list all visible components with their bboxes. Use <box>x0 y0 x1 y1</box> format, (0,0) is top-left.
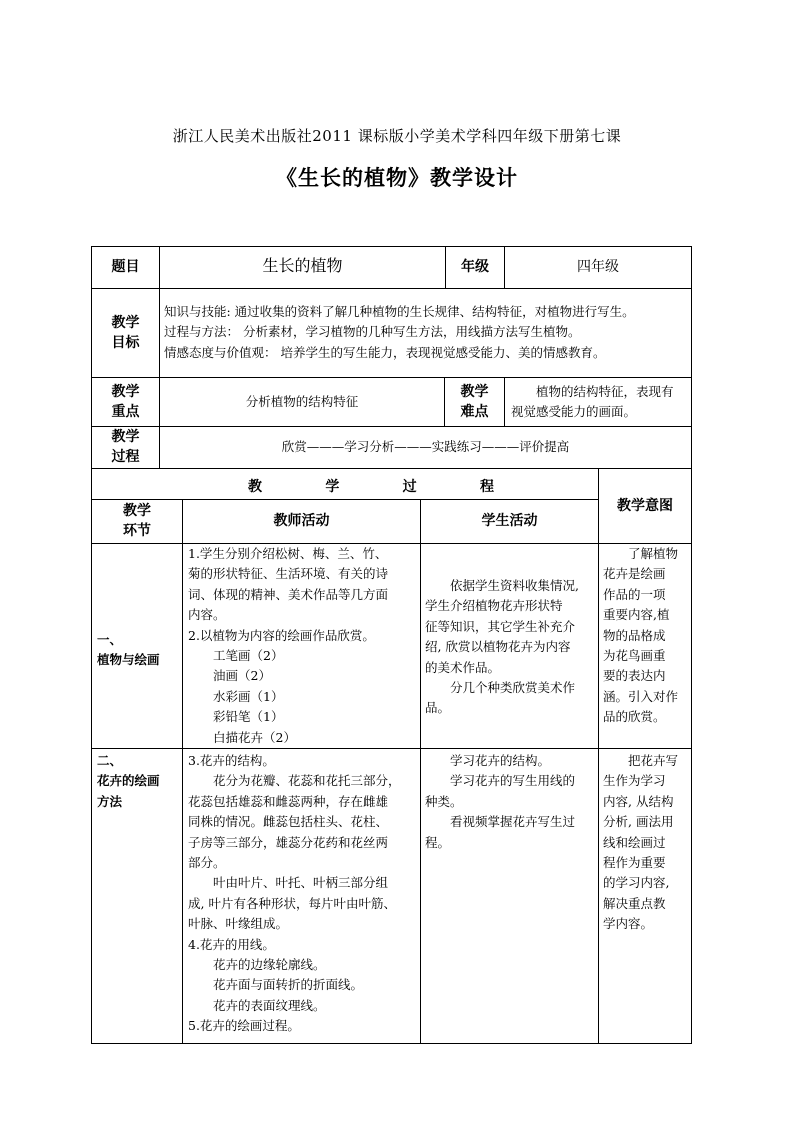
goal-knowledge: 知识与技能: 通过收集的资料了解几种植物的生长规律、结构特征，对植物进行写生。 <box>164 304 635 319</box>
goal-label: 教学 目标 <box>111 315 140 352</box>
border <box>504 377 505 426</box>
intent-header: 教学意图 <box>617 498 673 514</box>
process-label: 教学 过程 <box>111 429 140 466</box>
stage-2-student-activity: 学习花卉的结构。 学习花卉的写生用线的 种类。 看视频掌握花卉写生过 程。 <box>425 753 576 850</box>
border <box>691 246 692 1043</box>
stage-1-teacher-activity: 1.学生分别介绍松树、梅、兰、竹、 菊的形状特征、生活环境、有关的诗 词、体现的精神、美术作品等几方面 内容。 2.以植物为内容的绘画作品欣赏。 工笔画（2） 油画（2） 水彩画（1） 彩铅笔（1） 白描花卉（2） <box>188 546 389 745</box>
teaching-goals <box>164 302 692 363</box>
border <box>91 246 92 1043</box>
lesson-title: 《生长的植物》教学设计 <box>276 165 518 190</box>
stage-2-teacher-activity: 3.花卉的结构。 花分为花瓣、花蕊和花托三部分， 花蕊包括雄蕊和雌蕊两种，存在雌雄 同株的情况。雌蕊包括柱头、花柱、 子房等三部分，雄蕊分花药和花丝两 部分。 叶由叶片、叶托、叶柄三部分组 成, 叶片有各种形状，每片叶由叶筋、 叶脉、叶缘组成。 4.花卉的用线。 花卉的边缘轮廓线。 花卉面与面转折的折面线。 花卉的表面纹理线。 5.花卉的绘画过程。 <box>188 753 401 1034</box>
border <box>91 246 692 247</box>
stage-header: 教学 环节 <box>123 503 151 540</box>
border <box>91 377 692 378</box>
topic-value: 生长的植物 <box>262 256 343 275</box>
border <box>91 468 692 469</box>
stage-2-intent: 把花卉写 生作为学习 内容, 从结构 分析, 画法用 线和绘画过 程作为重要 的学习内容, 解决重点教 学内容。 <box>603 753 679 932</box>
process-flow: 欣赏———学习分析———实践练习———评价提高 <box>281 439 570 454</box>
stage-2-label: 二、 花卉的绘画 方法 <box>97 753 160 809</box>
stage-1-intent: 了解植物 花卉是绘画 作品的一项 重要内容,植 物的品格成 为花鸟画重 要的表达内 涵。引入对作 品的欣赏。 <box>603 546 679 725</box>
key-label: 教学 重点 <box>111 384 140 421</box>
grade-value: 四年级 <box>577 259 619 275</box>
border <box>91 1043 692 1044</box>
student-header: 学生活动 <box>481 513 538 529</box>
teacher-header: 教师活动 <box>273 513 330 529</box>
course-subtitle: 浙江人民美术出版社2011 课标版小学美术学科四年级下册第七课 <box>172 127 622 145</box>
process-heading: 教 学 过 程 <box>248 479 494 495</box>
goal-process: 过程与方法： 分析素材，学习植物的几种写生方法，用线描方法写生植物。 <box>164 324 581 340</box>
topic-label: 题目 <box>111 259 140 275</box>
key-value: 分析植物的结构特征 <box>245 394 359 409</box>
border <box>598 468 599 1043</box>
stage-1-label: 一、 植物与绘画 <box>97 632 160 668</box>
border <box>91 426 692 427</box>
stage-1-student-activity: 依据学生资料收集情况, 学生介绍植物花卉形状特 征等知识，其它学生补充介 绍, 欣赏以植物花卉为内容 的美术作品。 分几个种类欣赏美术作 品。 <box>425 578 579 716</box>
difficulty-label: 教学 难点 <box>460 384 489 421</box>
border <box>420 499 421 1043</box>
border <box>159 246 160 468</box>
goal-emotion: 情感态度与价值观： 培养学生的写生能力，表现视觉感受能力、美的情感教育。 <box>164 344 606 360</box>
grade-label: 年级 <box>461 259 489 275</box>
border <box>91 288 692 289</box>
border <box>182 499 183 1043</box>
border <box>91 499 599 500</box>
difficulty-value: 植物的结构特征，表现有 视觉感受能力的画面。 <box>511 384 674 420</box>
